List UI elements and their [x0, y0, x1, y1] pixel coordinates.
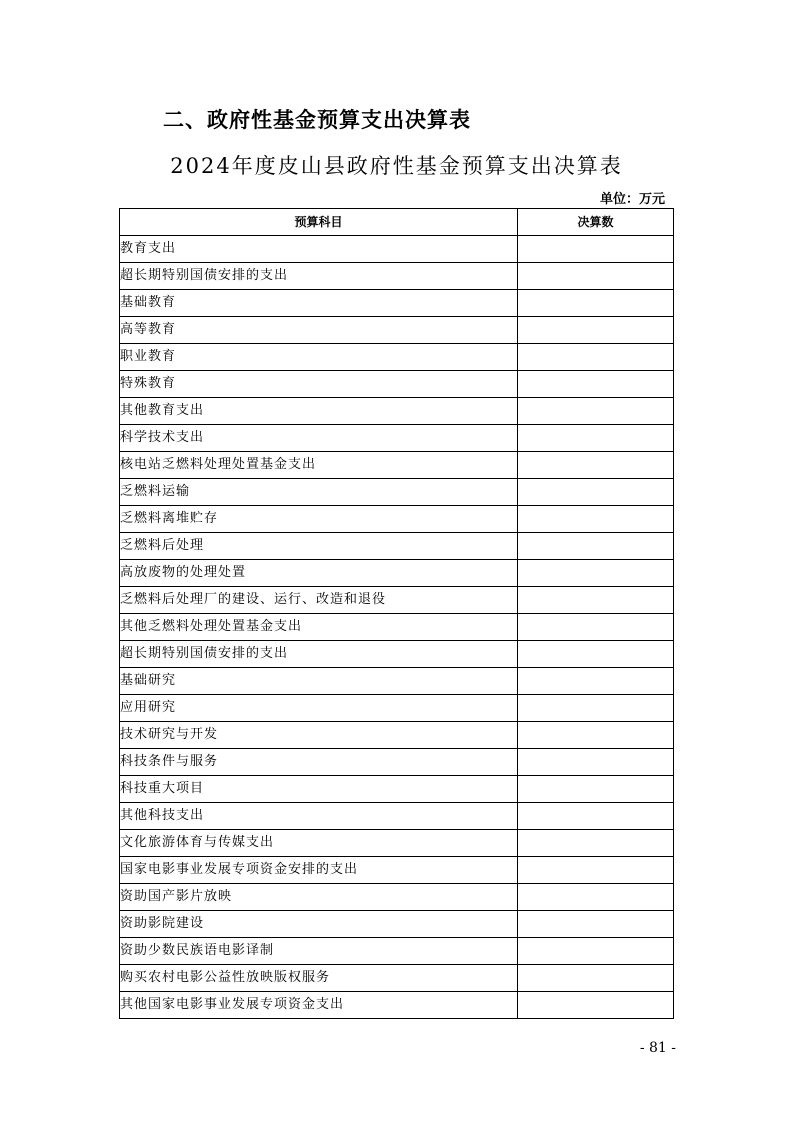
final-amount-cell	[518, 236, 674, 263]
table-row	[120, 695, 674, 722]
table-row	[120, 236, 674, 263]
budget-table	[119, 208, 674, 1019]
budget-item-name: 高等教育	[120, 317, 518, 344]
budget-item-name: 超长期特别国债安排的支出	[120, 641, 518, 668]
table-row	[120, 425, 674, 452]
table-body	[120, 236, 674, 1019]
budget-item-name: 应用研究	[120, 695, 518, 722]
final-amount-cell	[518, 587, 674, 614]
budget-item-name: 其他国家电影事业发展专项资金支出	[120, 992, 518, 1019]
final-amount-cell	[518, 938, 674, 965]
budget-item-name: 乏燃料后处理	[120, 533, 518, 560]
final-amount-cell	[518, 344, 674, 371]
table-row	[120, 398, 674, 425]
budget-item-name: 其他乏燃料处理处置基金支出	[120, 614, 518, 641]
final-amount-cell	[518, 776, 674, 803]
table-row	[120, 263, 674, 290]
table-row	[120, 452, 674, 479]
final-amount-cell	[518, 614, 674, 641]
final-amount-cell	[518, 992, 674, 1019]
final-amount-cell	[518, 479, 674, 506]
final-amount-cell	[518, 290, 674, 317]
table-row	[120, 344, 674, 371]
final-amount-cell	[518, 884, 674, 911]
budget-item-name: 其他教育支出	[120, 398, 518, 425]
final-amount-cell	[518, 263, 674, 290]
budget-item-name: 科技条件与服务	[120, 749, 518, 776]
table-row	[120, 587, 674, 614]
final-amount-cell	[518, 668, 674, 695]
final-amount-cell	[518, 533, 674, 560]
final-amount-cell	[518, 965, 674, 992]
budget-item-name: 乏燃料离堆贮存	[120, 506, 518, 533]
header-final-amount: 决算数	[518, 209, 674, 236]
final-amount-cell	[518, 749, 674, 776]
table-row	[120, 668, 674, 695]
budget-item-name: 特殊教育	[120, 371, 518, 398]
budget-item-name: 国家电影事业发展专项资金安排的支出	[120, 857, 518, 884]
final-amount-cell	[518, 452, 674, 479]
budget-item-name: 乏燃料运输	[120, 479, 518, 506]
final-amount-cell	[518, 560, 674, 587]
table-row	[120, 857, 674, 884]
budget-item-name: 科学技术支出	[120, 425, 518, 452]
unit-label: 单位：万元	[599, 192, 665, 207]
table-row	[120, 317, 674, 344]
table-header-row	[120, 209, 674, 236]
table-row	[120, 533, 674, 560]
budget-item-name: 核电站乏燃料处理处置基金支出	[120, 452, 518, 479]
final-amount-cell	[518, 695, 674, 722]
final-amount-cell	[518, 857, 674, 884]
table-row	[120, 830, 674, 857]
table-row	[120, 641, 674, 668]
table-row	[120, 614, 674, 641]
final-amount-cell	[518, 371, 674, 398]
budget-item-name: 高放废物的处理处置	[120, 560, 518, 587]
budget-item-name: 教育支出	[120, 236, 518, 263]
table-row	[120, 884, 674, 911]
table-row	[120, 371, 674, 398]
final-amount-cell	[518, 641, 674, 668]
final-amount-cell	[518, 317, 674, 344]
final-amount-cell	[518, 803, 674, 830]
table-row	[120, 776, 674, 803]
final-amount-cell	[518, 722, 674, 749]
section-title: 二、政府性基金预算支出决算表	[163, 107, 471, 132]
table-row	[120, 479, 674, 506]
budget-item-name: 其他科技支出	[120, 803, 518, 830]
header-budget-item: 预算科目	[120, 209, 518, 236]
budget-item-name: 资助影院建设	[120, 911, 518, 938]
final-amount-cell	[518, 506, 674, 533]
table-row	[120, 749, 674, 776]
budget-item-name: 超长期特别国债安排的支出	[120, 263, 518, 290]
budget-item-name: 科技重大项目	[120, 776, 518, 803]
budget-item-name: 资助少数民族语电影译制	[120, 938, 518, 965]
table-row	[120, 803, 674, 830]
table-row	[120, 506, 674, 533]
final-amount-cell	[518, 830, 674, 857]
budget-item-name: 职业教育	[120, 344, 518, 371]
page-number: - 81 -	[639, 1040, 676, 1056]
table-row	[120, 938, 674, 965]
table-row	[120, 290, 674, 317]
budget-item-name: 基础教育	[120, 290, 518, 317]
final-amount-cell	[518, 425, 674, 452]
document-title: 2024年度皮山县政府性基金预算支出决算表	[170, 154, 623, 178]
table-row	[120, 722, 674, 749]
table-row	[120, 965, 674, 992]
table-row	[120, 992, 674, 1019]
final-amount-cell	[518, 398, 674, 425]
budget-item-name: 技术研究与开发	[120, 722, 518, 749]
budget-item-name: 基础研究	[120, 668, 518, 695]
budget-item-name: 乏燃料后处理厂的建设、运行、改造和退役	[120, 587, 518, 614]
budget-item-name: 资助国产影片放映	[120, 884, 518, 911]
table-row	[120, 911, 674, 938]
table-row	[120, 560, 674, 587]
budget-item-name: 文化旅游体育与传媒支出	[120, 830, 518, 857]
budget-item-name: 购买农村电影公益性放映版权服务	[120, 965, 518, 992]
final-amount-cell	[518, 911, 674, 938]
